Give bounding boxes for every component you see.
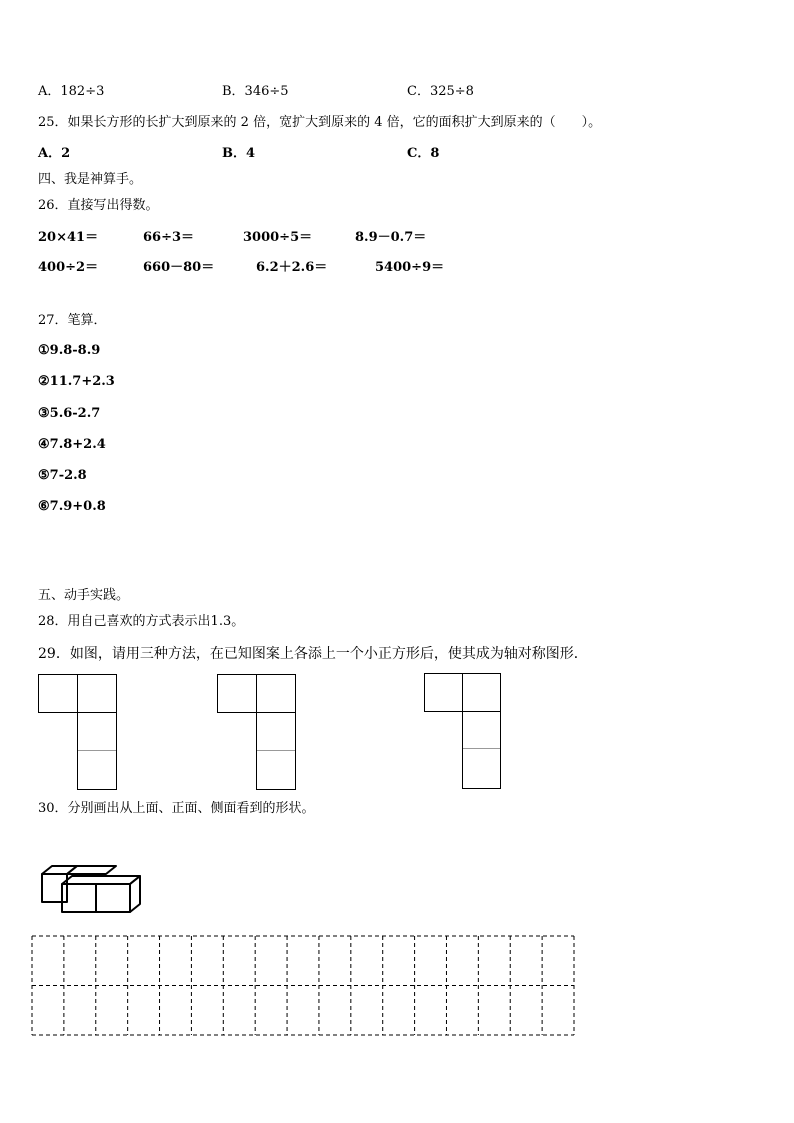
- q25-option-a: A．2: [38, 146, 71, 161]
- q30-cube-figure: [40, 862, 144, 917]
- q28-question: 28．用自己喜欢的方式表示出1.3。: [38, 614, 245, 629]
- q25-question: 25．如果长方形的长扩大到原来的 2 倍，宽扩大到原来的 4 倍，它的面积扩大到原来的（ ）。: [38, 115, 602, 130]
- q26-expr: 20×41＝: [38, 230, 99, 245]
- q26-expr: 400÷2＝: [38, 260, 99, 275]
- q26-expr: 660－80＝: [143, 260, 215, 275]
- q30-question: 30．分别画出从上面、正面、侧面看到的形状。: [38, 801, 315, 816]
- q26-expr: 5400÷9＝: [375, 260, 445, 275]
- q25-option-b: B．4: [222, 146, 256, 161]
- q27-title: 27．笔算．: [38, 313, 107, 328]
- q25-option-c: C．8: [407, 146, 440, 161]
- q26-expr: 66÷3＝: [143, 230, 195, 245]
- q24-option-b: B．346÷5: [222, 84, 289, 99]
- q26-expr: 8.9－0.7＝: [355, 230, 427, 245]
- q27-item: ⑤7-2.8: [38, 468, 87, 483]
- q24-option-a: A．182÷3: [38, 84, 105, 99]
- q24-option-c: C．325÷8: [407, 84, 474, 99]
- q26-expr: 6.2＋2.6＝: [256, 260, 328, 275]
- section-4-heading: 四、我是神算手。: [38, 172, 143, 187]
- q27-item: ④7.8+2.4: [38, 437, 106, 452]
- q27-item: ③5.6-2.7: [38, 406, 101, 421]
- q27-item: ①9.8-8.9: [38, 343, 101, 358]
- q26-expr: 3000÷5＝: [243, 230, 313, 245]
- q27-item: ⑥7.9+0.8: [38, 499, 106, 514]
- q30-dashed-grid: [31, 935, 575, 1036]
- q26-title: 26．直接写出得数。: [38, 198, 159, 213]
- section-5-heading: 五、动手实践。: [38, 588, 130, 603]
- q27-item: ②11.7+2.3: [38, 374, 115, 389]
- q29-question: 29．如图，请用三种方法，在已知图案上各添上一个小正方形后，使其成为轴对称图形．: [38, 646, 588, 662]
